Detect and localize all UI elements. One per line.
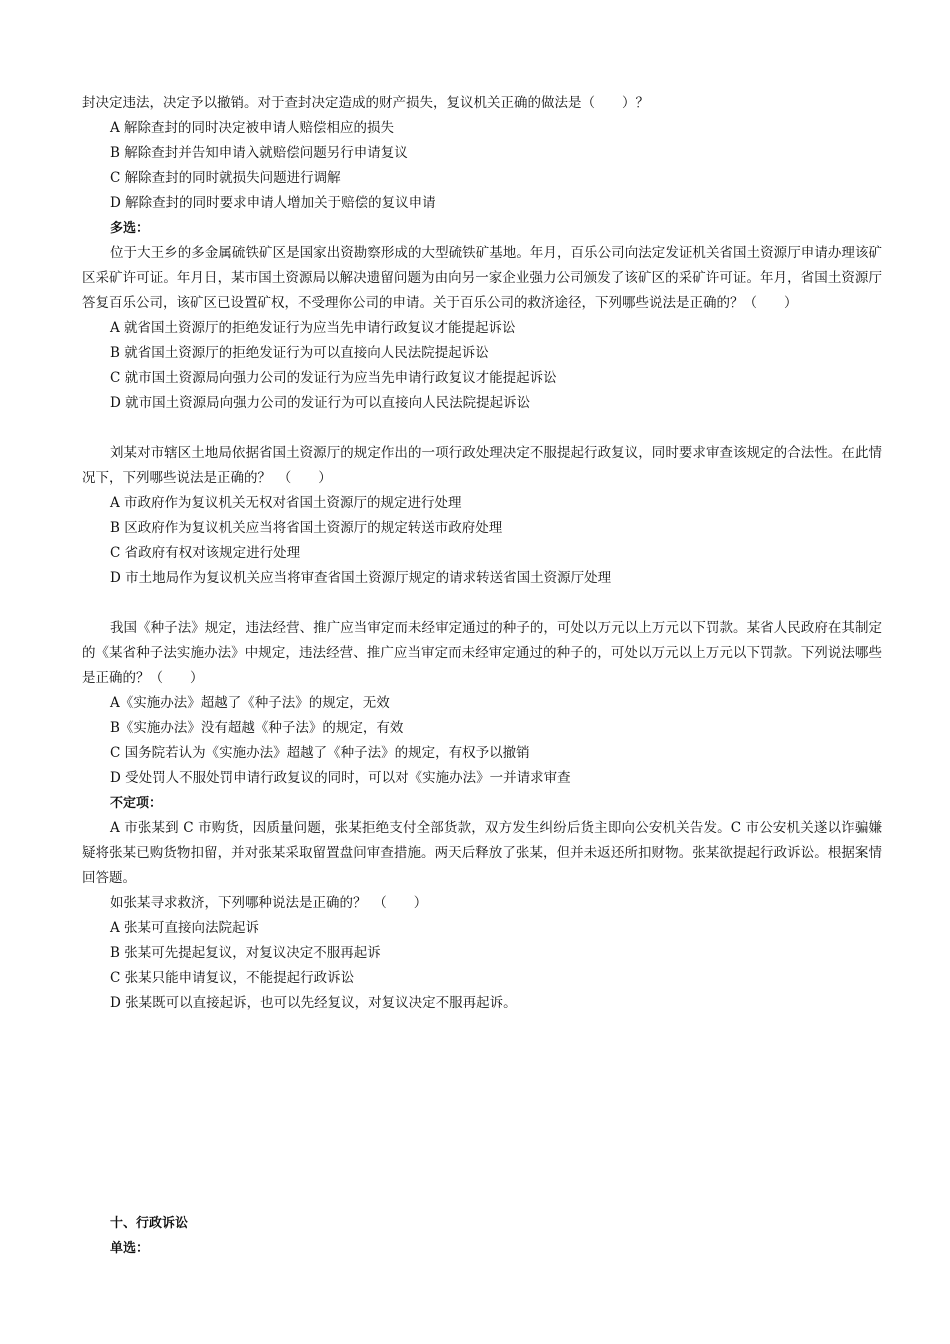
spacer <box>82 416 882 441</box>
question-stem: 如张某寻求救济，下列哪种说法是正确的？ （ ） <box>110 895 428 911</box>
option-a: A 张某可直接向法院起诉 <box>110 920 260 936</box>
question-stem: 刘某对市辖区土地局依据省国土资源厅的规定作出的一项行政处理决定不服提起行政复议，同时要求审查该规定的合法性。在此情况下，下列哪些说法是正确的？ （ ） <box>82 445 882 486</box>
indefinite-choice-heading: 不定项： <box>110 796 163 811</box>
option-b: B 区政府作为复议机关应当将省国土资源厅的规定转送市政府处理 <box>110 520 503 536</box>
option-b: B 就省国土资源厅的拒绝发证行为可以直接向人民法院提起诉讼 <box>110 345 489 361</box>
option-c: C 张某只能申请复议，不能提起行政诉讼 <box>110 970 355 986</box>
option-a: A 就省国土资源厅的拒绝发证行为应当先申请行政复议才能提起诉讼 <box>110 320 516 336</box>
section-title: 十、行政诉讼 <box>110 1216 189 1231</box>
question-stem: 我国《种子法》规定，违法经营、推广应当审定而未经审定通过的种子的，可处以万元以上万元以下罚款。某省人民政府在其制定的《某省种子法实施办法》中规定，违法经营、推广应当审定而未经审定通过的种子的，可处以万元以上万元以下罚款。下列说法哪些是正确的？（ ） <box>82 620 882 686</box>
option-a: A《实施办法》超越了《种子法》的规定，无效 <box>110 695 390 711</box>
option-d: D 解除查封的同时要求申请人增加关于赔偿的复议申请 <box>110 195 436 211</box>
option-c: C 国务院若认为《实施办法》超越了《种子法》的规定，有权予以撤销 <box>110 745 530 761</box>
option-b: B《实施办法》没有超越《种子法》的规定，有效 <box>110 720 404 736</box>
option-d: D 就市国土资源局向强力公司的发证行为可以直接向人民法院提起诉讼 <box>110 395 531 411</box>
option-c: C 省政府有权对该规定进行处理 <box>110 545 301 561</box>
case-description: A 市张某到 C 市购货，因质量问题，张某拒绝支付全部货款，双方发生纠纷后货主即向公安机关告发。C 市公安机关遂以诈骗嫌疑将张某已购货物扣留，并对张某采取留置盘问审查措施。两天后释放了张某，但并未返还所扣财物。张某欲提起行政诉讼。根据案情回答题。 <box>82 820 882 886</box>
multi-choice-heading: 多选： <box>110 221 150 236</box>
question-stem: 位于大王乡的多金属硫铁矿区是国家出资勘察形成的大型硫铁矿基地。年月，百乐公司向法定发证机关省国土资源厅申请办理该矿区采矿许可证。年月日，某市国土资源局以解决遗留问题为由向另一家企业强力公司颁发了该矿区的采矿许可证。年月，省国土资源厅答复百乐公司，该矿区已设置矿权，不受理你公司的申请。关于百乐公司的救济途径，下列哪些说法是正确的？（ ） <box>82 245 882 311</box>
option-b: B 解除查封并告知申请入就赔偿问题另行申请复议 <box>110 145 408 161</box>
option-d: D 受处罚人不服处罚申请行政复议的同时，可以对《实施办法》一并请求审查 <box>110 770 571 786</box>
option-d: D 张某既可以直接起诉，也可以先经复议，对复议决定不服再起诉。 <box>110 995 517 1011</box>
option-c: C 解除查封的同时就损失问题进行调解 <box>110 170 341 186</box>
spacer <box>82 591 882 616</box>
option-a: A 市政府作为复议机关无权对省国土资源厅的规定进行处理 <box>110 495 462 511</box>
option-b: B 张某可先提起复议，对复议决定不服再起诉 <box>110 945 381 961</box>
document-body <box>82 91 882 1016</box>
option-a: A 解除查封的同时决定被申请人赔偿相应的损失 <box>110 120 395 136</box>
option-d: D 市土地局作为复议机关应当将审查省国土资源厅规定的请求转送省国土资源厅处理 <box>110 570 612 586</box>
question-stem-tail: 封决定违法，决定予以撤销。对于查封决定造成的财产损失，复议机关正确的做法是（ ）？ <box>82 95 649 111</box>
option-c: C 就市国土资源局向强力公司的发证行为应当先申请行政复议才能提起诉讼 <box>110 370 557 386</box>
single-choice-heading: 单选： <box>110 1241 150 1256</box>
section-header <box>82 1211 882 1261</box>
